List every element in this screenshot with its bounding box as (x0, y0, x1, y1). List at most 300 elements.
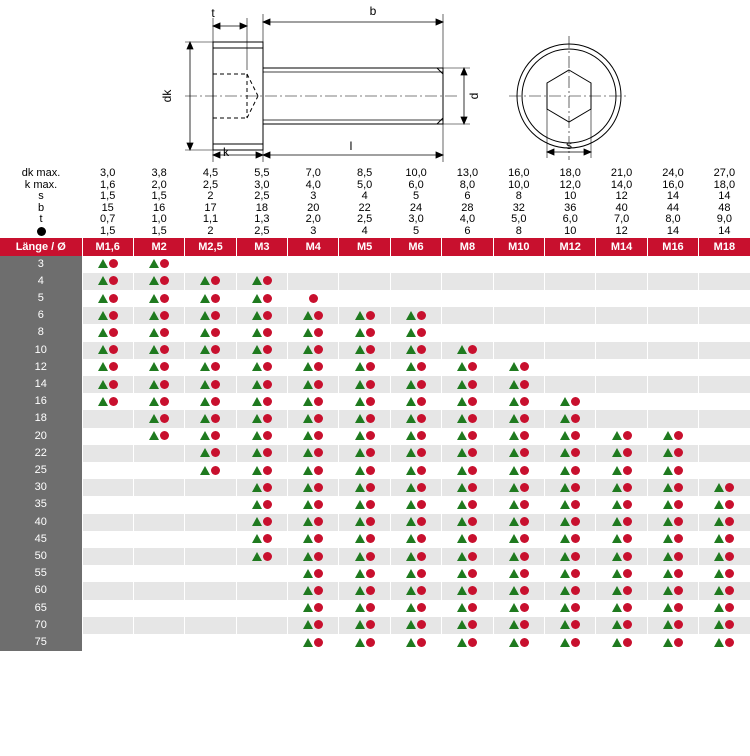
red-dot-icon (571, 397, 580, 406)
red-dot-icon (468, 362, 477, 371)
green-triangle-icon (98, 328, 108, 337)
matrix-cell (390, 324, 441, 341)
matrix-cell (699, 617, 750, 634)
green-triangle-icon (200, 397, 210, 406)
matrix-cell (82, 479, 133, 496)
matrix-cell (236, 600, 287, 617)
matrix-cell (236, 548, 287, 565)
green-triangle-icon (663, 534, 673, 543)
matrix-cell (82, 410, 133, 427)
spec-value: 6,0 (562, 213, 578, 226)
matrix-cell (133, 273, 184, 290)
matrix-row (0, 565, 750, 582)
green-triangle-icon (560, 500, 570, 509)
filled-circle-icon (37, 227, 46, 236)
matrix-cell (185, 548, 236, 565)
spec-value: 20 (307, 201, 320, 214)
red-dot-icon (417, 534, 426, 543)
red-dot-icon (674, 483, 683, 492)
green-triangle-icon (457, 500, 467, 509)
matrix-cell (339, 290, 390, 307)
spec-value: 8 (515, 190, 522, 203)
green-triangle-icon (457, 552, 467, 561)
matrix-cell (647, 634, 698, 651)
green-triangle-icon (714, 638, 724, 647)
green-triangle-icon (406, 328, 416, 337)
red-dot-icon (674, 620, 683, 629)
green-triangle-icon (252, 397, 262, 406)
matrix-cell (288, 359, 339, 376)
green-triangle-icon (612, 517, 622, 526)
green-triangle-icon (355, 500, 365, 509)
matrix-cell (699, 582, 750, 599)
svg-text:l: l (349, 139, 353, 153)
green-triangle-icon (714, 534, 724, 543)
matrix-cell (185, 617, 236, 634)
red-dot-icon (674, 448, 683, 457)
red-dot-icon (366, 345, 375, 354)
green-triangle-icon (714, 552, 724, 561)
matrix-cell (545, 273, 596, 290)
green-triangle-icon (406, 414, 416, 423)
green-triangle-icon (200, 466, 210, 475)
matrix-cell (390, 359, 441, 376)
green-triangle-icon (355, 586, 365, 595)
red-dot-icon (725, 552, 734, 561)
matrix-cell (493, 410, 544, 427)
red-dot-icon (520, 586, 529, 595)
green-triangle-icon (560, 466, 570, 475)
green-triangle-icon (509, 448, 519, 457)
green-triangle-icon (560, 569, 570, 578)
spec-value: 7,0 (613, 213, 630, 226)
green-triangle-icon (612, 552, 622, 561)
red-dot-icon (366, 362, 375, 371)
technical-drawing (0, 0, 750, 168)
spec-value: 3 (310, 190, 317, 203)
red-dot-icon (623, 448, 632, 457)
green-triangle-icon (612, 466, 622, 475)
spec-value: 14 (666, 190, 680, 203)
spec-value: 6 (464, 224, 471, 237)
green-triangle-icon (612, 483, 622, 492)
red-dot-icon (109, 380, 118, 389)
green-triangle-icon (714, 620, 724, 629)
matrix-cell (493, 496, 544, 513)
red-dot-icon (623, 483, 632, 492)
matrix-cell (133, 324, 184, 341)
green-triangle-icon (509, 431, 519, 440)
green-triangle-icon (560, 603, 570, 612)
matrix-cell (82, 531, 133, 548)
matrix-cell (288, 324, 339, 341)
green-triangle-icon (252, 517, 262, 526)
red-dot-icon (417, 569, 426, 578)
red-dot-icon (366, 534, 375, 543)
matrix-cell (288, 307, 339, 324)
matrix-cell (133, 479, 184, 496)
red-dot-icon (263, 414, 272, 423)
matrix-row (0, 290, 750, 307)
spec-value: 2 (207, 224, 214, 237)
header-size-column: M2,5 (185, 238, 236, 256)
spec-value: 1,5 (151, 190, 167, 203)
spec-value: 14,0 (610, 178, 633, 191)
red-dot-icon (417, 483, 426, 492)
green-triangle-icon (663, 552, 673, 561)
matrix-cell (545, 531, 596, 548)
spec-value: 40 (615, 201, 628, 214)
red-dot-icon (109, 397, 118, 406)
red-dot-icon (211, 397, 220, 406)
matrix-cell (82, 307, 133, 324)
red-dot-icon (571, 500, 580, 509)
red-dot-icon (160, 345, 169, 354)
red-dot-icon (314, 414, 323, 423)
matrix-cell (647, 359, 698, 376)
red-dot-icon (263, 500, 272, 509)
red-dot-icon (417, 431, 426, 440)
matrix-row (0, 393, 750, 410)
red-dot-icon (571, 466, 580, 475)
matrix-cell (339, 600, 390, 617)
green-triangle-icon (457, 345, 467, 354)
spec-value: 16,0 (508, 167, 530, 179)
header-size-column: M14 (596, 238, 647, 256)
green-triangle-icon (303, 362, 313, 371)
red-dot-icon (468, 345, 477, 354)
spec-value: 8 (515, 224, 522, 237)
matrix-cell (545, 428, 596, 445)
matrix-cell (596, 514, 647, 531)
green-triangle-icon (252, 552, 262, 561)
matrix-cell (699, 256, 750, 273)
matrix-cell (82, 290, 133, 307)
matrix-cell (133, 256, 184, 273)
matrix-cell (493, 273, 544, 290)
red-dot-icon (211, 276, 220, 285)
matrix-cell (133, 290, 184, 307)
spec-value: 44 (666, 201, 680, 214)
matrix-cell (288, 428, 339, 445)
matrix-cell (699, 342, 750, 359)
matrix-cell (545, 582, 596, 599)
matrix-cell (185, 256, 236, 273)
matrix-cell (545, 376, 596, 393)
red-dot-icon (520, 483, 529, 492)
matrix-cell (390, 565, 441, 582)
length-label: 3 (0, 256, 82, 273)
length-label: 70 (0, 617, 82, 634)
matrix-cell (545, 256, 596, 273)
red-dot-icon (211, 466, 220, 475)
matrix-cell (339, 359, 390, 376)
matrix-cell (133, 548, 184, 565)
spec-value: 17 (204, 201, 217, 214)
red-dot-icon (520, 500, 529, 509)
red-dot-icon (366, 603, 375, 612)
red-dot-icon (314, 466, 323, 475)
green-triangle-icon (457, 362, 467, 371)
red-dot-icon (211, 414, 220, 423)
matrix-cell (442, 445, 493, 462)
matrix-cell (442, 342, 493, 359)
green-triangle-icon (252, 431, 262, 440)
matrix-row (0, 600, 750, 617)
green-triangle-icon (560, 552, 570, 561)
red-dot-icon (211, 294, 220, 303)
matrix-cell (647, 393, 698, 410)
green-triangle-icon (406, 345, 416, 354)
spec-value: 6,0 (408, 178, 424, 191)
matrix-row (0, 410, 750, 427)
availability-matrix (0, 256, 750, 652)
green-triangle-icon (457, 448, 467, 457)
red-dot-icon (725, 500, 734, 509)
spec-value: 24 (409, 201, 423, 214)
matrix-row (0, 273, 750, 290)
matrix-cell (699, 514, 750, 531)
green-triangle-icon (252, 414, 262, 423)
green-triangle-icon (509, 586, 519, 595)
red-dot-icon (468, 448, 477, 457)
matrix-cell (493, 617, 544, 634)
green-triangle-icon (509, 362, 519, 371)
red-dot-icon (160, 328, 169, 337)
spec-row-label (0, 226, 82, 238)
red-dot-icon (571, 483, 580, 492)
red-dot-icon (468, 466, 477, 475)
red-dot-icon (263, 552, 272, 561)
matrix-row (0, 445, 750, 462)
spec-value: 5,0 (511, 213, 527, 226)
red-dot-icon (109, 362, 118, 371)
matrix-cell (699, 548, 750, 565)
spec-value: 12 (615, 190, 628, 203)
red-dot-icon (263, 397, 272, 406)
matrix-cell (82, 548, 133, 565)
length-label: 75 (0, 634, 82, 651)
length-label: 22 (0, 445, 82, 462)
red-dot-icon (468, 380, 477, 389)
matrix-row (0, 324, 750, 341)
green-triangle-icon (509, 552, 519, 561)
green-triangle-icon (457, 586, 467, 595)
green-triangle-icon (560, 448, 570, 457)
red-dot-icon (366, 620, 375, 629)
matrix-cell (442, 531, 493, 548)
red-dot-icon (725, 569, 734, 578)
matrix-cell (647, 410, 698, 427)
matrix-cell (442, 290, 493, 307)
matrix-row (0, 634, 750, 651)
spec-value: 28 (461, 201, 474, 214)
matrix-cell (699, 428, 750, 445)
green-triangle-icon (303, 483, 313, 492)
matrix-cell (545, 600, 596, 617)
matrix-cell (133, 428, 184, 445)
spec-value: 48 (718, 201, 731, 214)
green-triangle-icon (303, 638, 313, 647)
green-triangle-icon (149, 397, 159, 406)
matrix-cell (442, 359, 493, 376)
matrix-cell (596, 617, 647, 634)
matrix-cell (82, 342, 133, 359)
red-dot-icon (674, 500, 683, 509)
matrix-cell (596, 393, 647, 410)
matrix-cell (596, 479, 647, 496)
matrix-cell (493, 307, 544, 324)
red-dot-icon (366, 586, 375, 595)
spec-value: 8,5 (357, 167, 373, 179)
matrix-cell (339, 548, 390, 565)
green-triangle-icon (406, 431, 416, 440)
spec-value: 7,0 (305, 167, 321, 179)
green-triangle-icon (303, 311, 313, 320)
red-dot-icon (314, 483, 323, 492)
matrix-cell (699, 496, 750, 513)
matrix-cell (545, 307, 596, 324)
green-triangle-icon (560, 620, 570, 629)
matrix-cell (82, 462, 133, 479)
green-triangle-icon (355, 311, 365, 320)
matrix-cell (82, 256, 133, 273)
green-triangle-icon (509, 483, 519, 492)
spec-row (0, 168, 750, 180)
matrix-cell (339, 273, 390, 290)
matrix-cell (442, 324, 493, 341)
matrix-cell (596, 565, 647, 582)
red-dot-icon (366, 483, 375, 492)
matrix-cell (185, 342, 236, 359)
green-triangle-icon (663, 569, 673, 578)
matrix-cell (185, 462, 236, 479)
red-dot-icon (520, 448, 529, 457)
matrix-cell (133, 342, 184, 359)
spec-value: 5 (412, 190, 420, 203)
green-triangle-icon (406, 586, 416, 595)
green-triangle-icon (406, 517, 416, 526)
matrix-cell (82, 428, 133, 445)
green-triangle-icon (303, 431, 313, 440)
matrix-cell (339, 445, 390, 462)
red-dot-icon (674, 638, 683, 647)
matrix-cell (390, 428, 441, 445)
matrix-cell (236, 445, 287, 462)
red-dot-icon (571, 431, 580, 440)
length-label: 18 (0, 410, 82, 427)
matrix-cell (236, 514, 287, 531)
red-dot-icon (417, 311, 426, 320)
green-triangle-icon (457, 483, 467, 492)
spec-row-label: b (37, 201, 45, 214)
matrix-cell (545, 290, 596, 307)
matrix-cell (288, 479, 339, 496)
matrix-cell (442, 582, 493, 599)
green-triangle-icon (457, 620, 467, 629)
red-dot-icon (623, 500, 632, 509)
svg-text:t: t (211, 6, 215, 20)
matrix-cell (545, 565, 596, 582)
green-triangle-icon (252, 483, 262, 492)
matrix-cell (390, 634, 441, 651)
green-triangle-icon (252, 294, 262, 303)
spec-value: 18 (255, 201, 268, 214)
matrix-cell (339, 565, 390, 582)
matrix-cell (339, 428, 390, 445)
matrix-cell (288, 600, 339, 617)
header-size-column: M1,6 (82, 238, 133, 256)
matrix-cell (647, 342, 698, 359)
green-triangle-icon (560, 414, 570, 423)
green-triangle-icon (98, 380, 108, 389)
matrix-cell (390, 600, 441, 617)
green-triangle-icon (355, 397, 365, 406)
matrix-cell (596, 428, 647, 445)
matrix-cell (339, 462, 390, 479)
spec-value: 13,0 (456, 167, 479, 179)
matrix-cell (133, 565, 184, 582)
green-triangle-icon (714, 569, 724, 578)
matrix-cell (339, 410, 390, 427)
green-triangle-icon (406, 638, 416, 647)
green-triangle-icon (149, 294, 159, 303)
matrix-cell (647, 462, 698, 479)
red-dot-icon (623, 569, 632, 578)
spec-value: 1,1 (202, 213, 219, 226)
red-dot-icon (366, 380, 375, 389)
matrix-cell (288, 393, 339, 410)
matrix-cell (390, 342, 441, 359)
green-triangle-icon (663, 448, 673, 457)
matrix-cell (699, 479, 750, 496)
spec-value: 15 (101, 201, 114, 214)
red-dot-icon (468, 517, 477, 526)
matrix-cell (185, 600, 236, 617)
matrix-cell (493, 428, 544, 445)
matrix-cell (288, 582, 339, 599)
matrix-cell (288, 256, 339, 273)
matrix-cell (288, 410, 339, 427)
matrix-row (0, 428, 750, 445)
red-dot-icon (211, 328, 220, 337)
red-dot-icon (520, 638, 529, 647)
matrix-cell (699, 324, 750, 341)
red-dot-icon (571, 414, 580, 423)
length-label: 6 (0, 307, 82, 324)
spec-value: 6 (464, 190, 471, 203)
matrix-cell (699, 359, 750, 376)
header-size-column: M8 (442, 238, 493, 256)
spec-value: 2,5 (357, 213, 373, 226)
matrix-cell (442, 514, 493, 531)
matrix-row (0, 582, 750, 599)
red-dot-icon (417, 397, 426, 406)
green-triangle-icon (663, 586, 673, 595)
red-dot-icon (366, 517, 375, 526)
spec-value: 4,0 (305, 178, 321, 191)
red-dot-icon (725, 638, 734, 647)
matrix-cell (390, 514, 441, 531)
matrix-cell (596, 307, 647, 324)
matrix-cell (596, 548, 647, 565)
green-triangle-icon (355, 414, 365, 423)
green-triangle-icon (252, 466, 262, 475)
red-dot-icon (366, 414, 375, 423)
matrix-cell (133, 496, 184, 513)
matrix-cell (699, 462, 750, 479)
matrix-cell (647, 565, 698, 582)
